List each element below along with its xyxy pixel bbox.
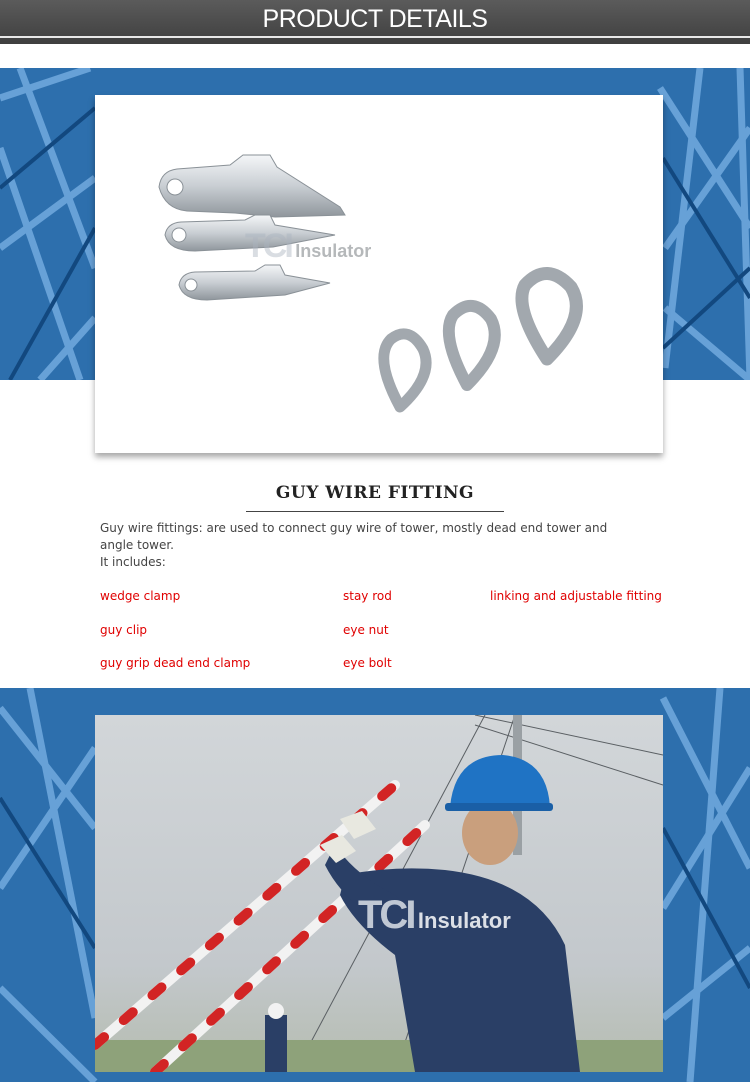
product-image-card — [95, 95, 663, 453]
worker-photo — [95, 715, 663, 1072]
item-eye-bolt: eye bolt — [343, 656, 392, 670]
wedge-clamp-image — [95, 95, 663, 453]
title-divider — [246, 511, 504, 512]
item-guy-clip: guy clip — [100, 623, 148, 637]
section-title: GUY WIRE FITTING — [275, 483, 475, 503]
description-intro: It includes: — [100, 555, 166, 569]
item-stay-rod: stay rod — [343, 589, 392, 603]
header-bar — [0, 0, 750, 44]
item-eye-nut: eye nut — [343, 623, 389, 637]
description-text: Guy wire fittings: are used to connect guy wire of tower, mostly dead end tower and angle tower. — [100, 521, 608, 552]
description — [100, 520, 640, 571]
page-title: PRODUCT DETAILS — [262, 5, 488, 33]
item-guy-grip-dead-end-clamp: guy grip dead end clamp — [100, 656, 251, 670]
title-underline — [0, 36, 750, 38]
watermark-logo: TCI Insulator — [245, 227, 372, 265]
item-wedge-clamp: wedge clamp — [100, 589, 181, 603]
watermark-logo-photo: TCI Insulator — [358, 893, 511, 937]
item-linking-adjustable-fitting: linking and adjustable fitting — [490, 589, 662, 603]
thimble-image — [384, 273, 577, 407]
